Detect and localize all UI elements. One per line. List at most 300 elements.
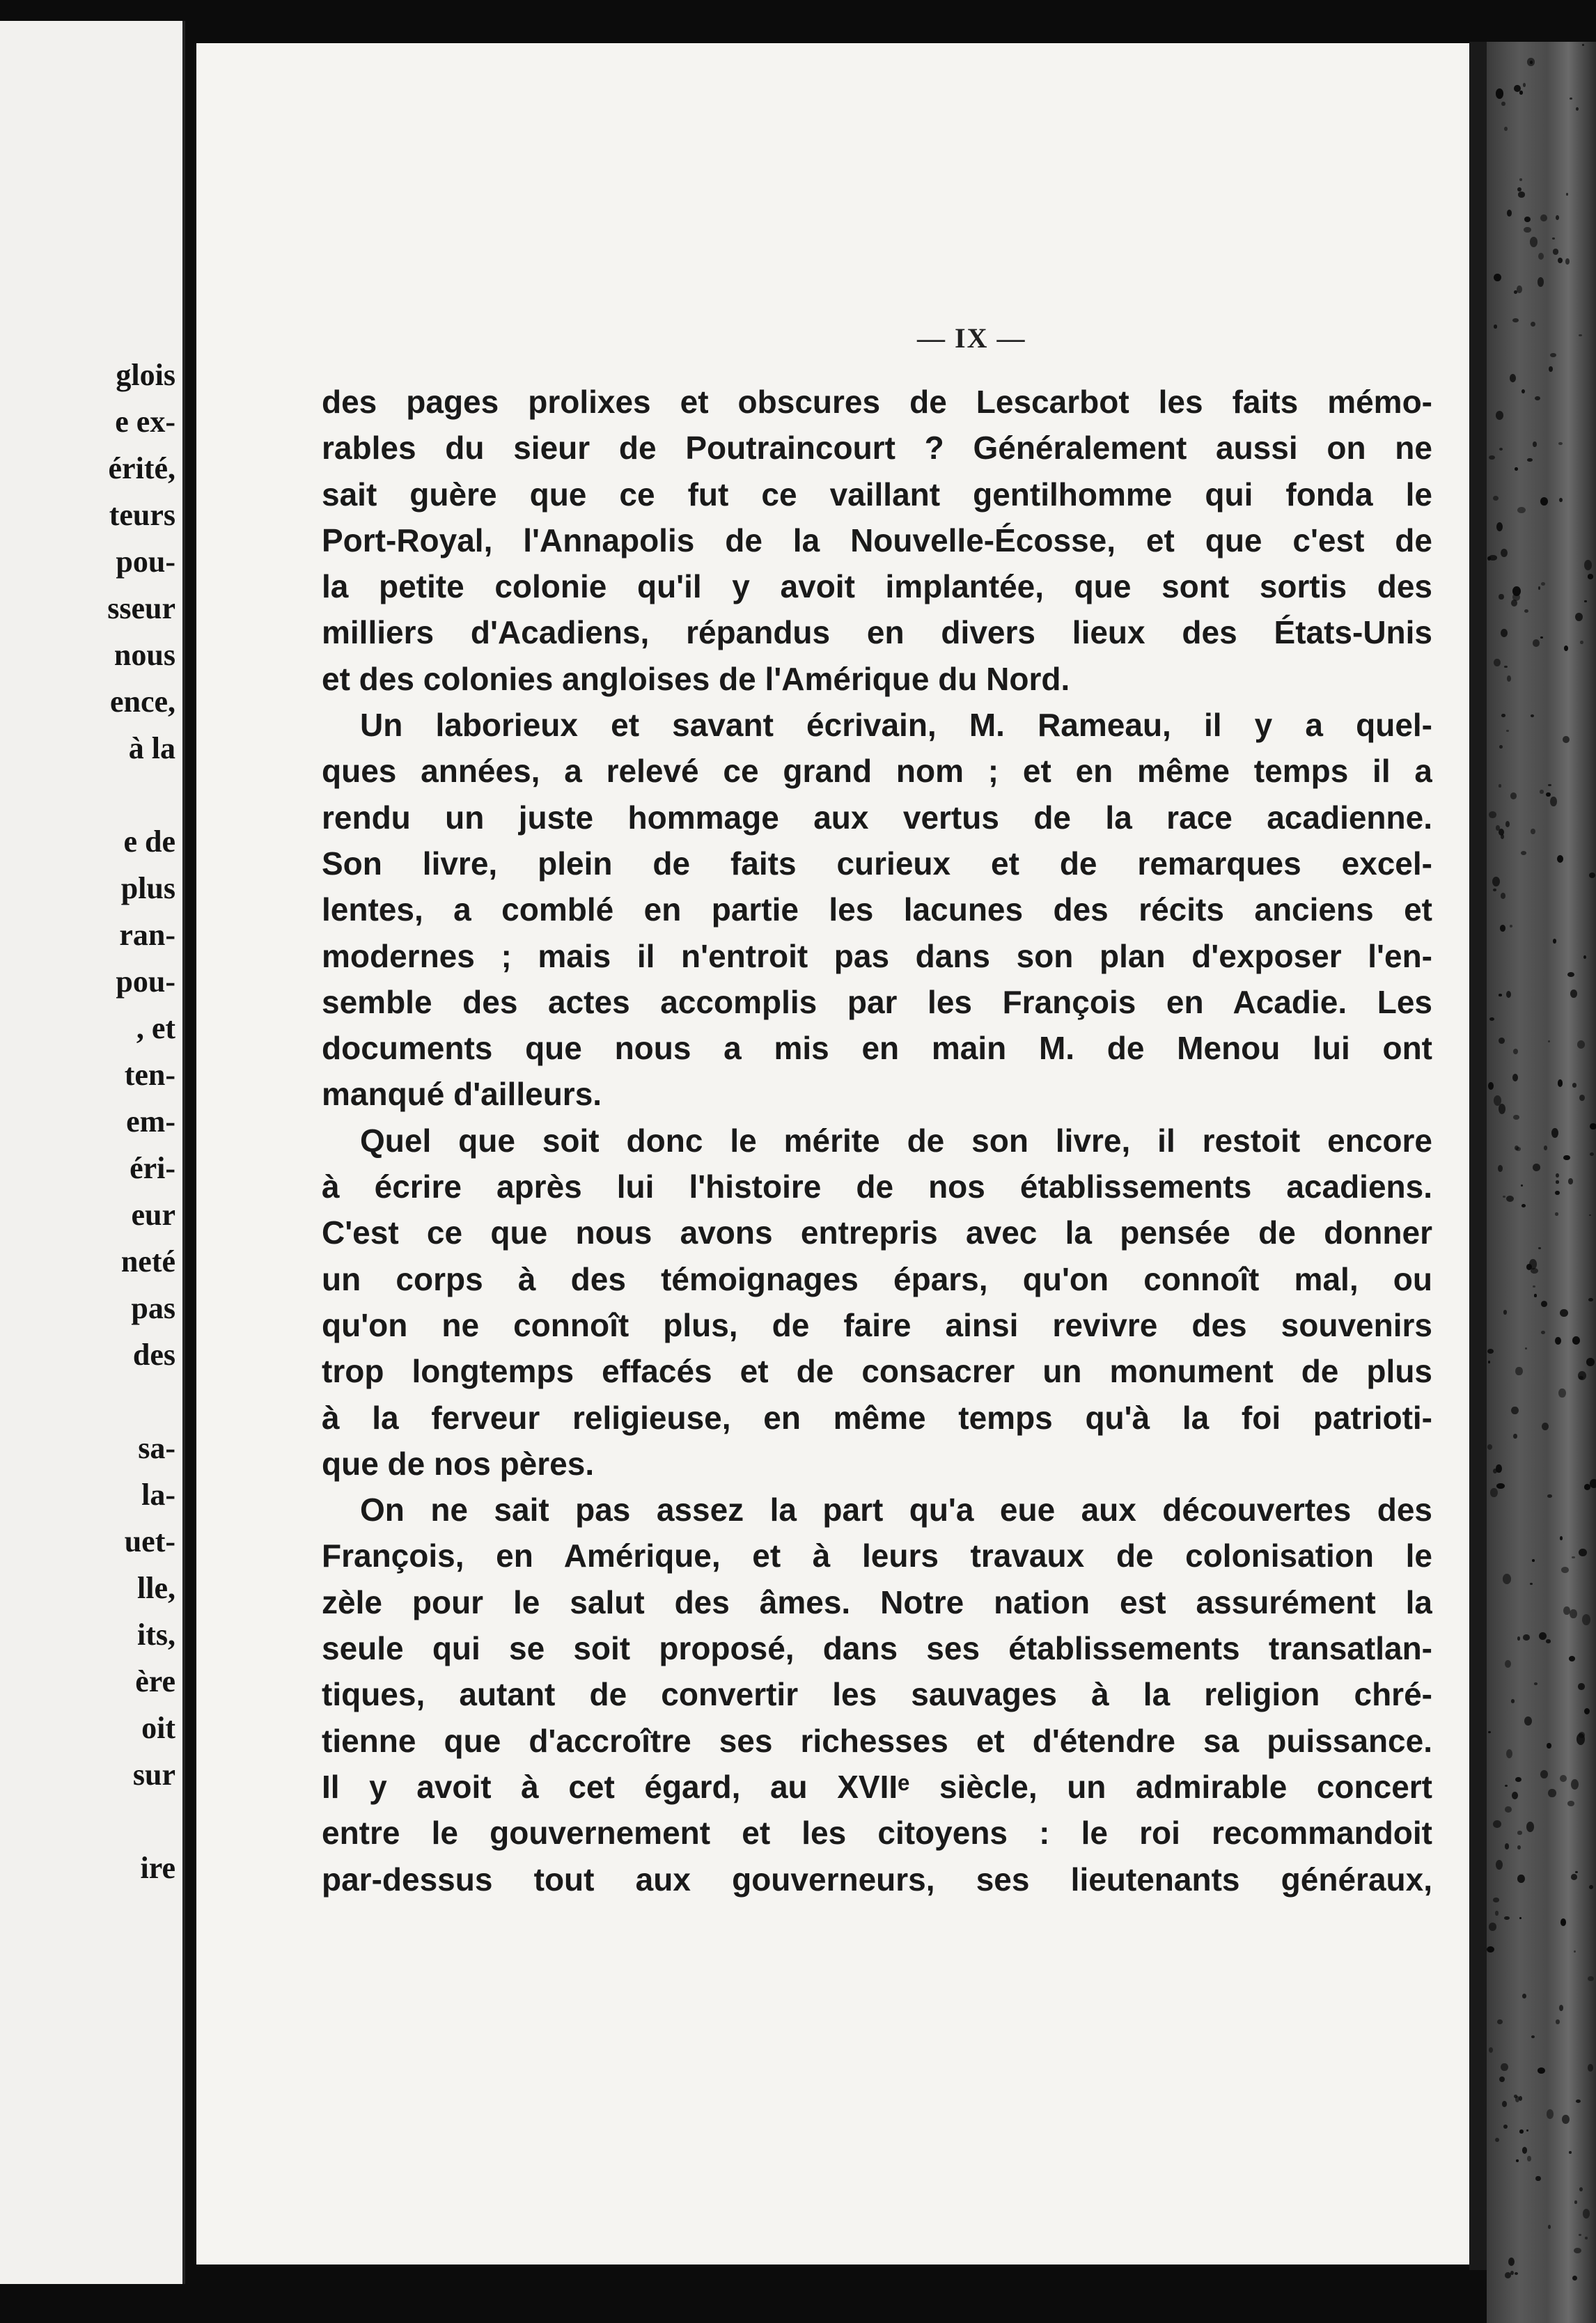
left-page-fragment [0, 21, 185, 2284]
edge-speck [1489, 811, 1496, 818]
left-page-text [107, 352, 175, 1891]
edge-speck [1540, 1770, 1548, 1779]
edge-speck [1574, 2200, 1577, 2203]
edge-speck [1498, 1165, 1503, 1172]
edge-speck [1574, 1950, 1576, 1953]
edge-speck [1493, 1820, 1501, 1828]
edge-speck [1499, 2076, 1505, 2082]
edge-speck [1548, 784, 1551, 786]
edge-speck [1531, 829, 1535, 834]
left-fragment: glois [116, 358, 175, 392]
edge-speck [1512, 586, 1521, 596]
edge-speck [1534, 1294, 1537, 1297]
edge-speck [1540, 636, 1543, 639]
edge-speck [1572, 2276, 1577, 2281]
edge-speck [1487, 1946, 1494, 1953]
edge-speck [1540, 214, 1547, 222]
edge-speck [1525, 1347, 1527, 1350]
left-fragment: plus [120, 871, 175, 905]
edge-speck [1555, 1191, 1560, 1195]
edge-speck [1575, 1871, 1578, 1873]
edge-speck [1589, 873, 1595, 878]
edge-speck [1590, 1152, 1594, 1156]
left-fragment: uet- [124, 1524, 175, 1558]
edge-speck [1553, 249, 1558, 254]
edge-speck [1512, 1074, 1518, 1081]
edge-speck [1511, 1699, 1515, 1703]
edge-speck [1555, 1212, 1558, 1216]
left-fragment: lle, [137, 1571, 175, 1605]
edge-speck [1533, 639, 1540, 647]
left-fragment: its, [137, 1618, 175, 1652]
edge-speck [1585, 2237, 1588, 2239]
edge-speck [1499, 1038, 1504, 1044]
edge-speck [1578, 1371, 1586, 1380]
left-fragment: ten- [124, 1058, 175, 1092]
edge-speck [1538, 2067, 1546, 2074]
edge-speck [1583, 2209, 1590, 2218]
text-line: tienne que d'accroître ses richesses et d'étendre sa puissance. [322, 1722, 1432, 1759]
edge-speck [1496, 522, 1503, 531]
edge-speck [1589, 1214, 1591, 1216]
edge-speck [1501, 834, 1504, 839]
edge-speck [1489, 2047, 1493, 2053]
edge-speck [1499, 784, 1501, 787]
edge-speck [1517, 187, 1521, 191]
edge-speck [1523, 83, 1526, 87]
edge-speck [1499, 745, 1503, 749]
edge-speck [1501, 2063, 1508, 2072]
edge-speck [1538, 253, 1544, 260]
edge-speck [1496, 411, 1503, 420]
text-line: que de nos pères. [322, 1445, 595, 1482]
edge-speck [1493, 496, 1499, 501]
edge-speck [1548, 1040, 1550, 1042]
text-line: et des colonies angloises de l'Amérique du Nord. [322, 660, 1070, 697]
page-number: — IX — [917, 322, 1026, 354]
left-fragment: ère [135, 1664, 175, 1698]
edge-speck [1519, 2129, 1524, 2134]
left-fragment: des [132, 1338, 175, 1372]
edge-speck [1505, 1660, 1511, 1668]
edge-speck [1505, 1785, 1508, 1787]
edge-speck [1512, 1792, 1518, 1799]
edge-speck [1517, 286, 1522, 293]
edge-speck [1556, 1173, 1559, 1178]
edge-speck [1515, 1367, 1522, 1376]
left-fragment [107, 772, 175, 818]
edge-speck [1546, 1639, 1551, 1643]
edge-speck [1499, 448, 1503, 451]
text-line: manqué d'ailleurs. [322, 1076, 602, 1113]
edge-speck [1558, 1079, 1563, 1087]
edge-speck [1519, 91, 1523, 94]
edge-speck [1569, 1656, 1575, 1661]
text-line: sait guère que ce fut ce vaillant gentilhomme qui fonda le [322, 476, 1432, 513]
edge-speck [1519, 1917, 1521, 1919]
edge-speck [1488, 1361, 1491, 1363]
edge-speck [1503, 1196, 1505, 1198]
edge-speck [1540, 790, 1543, 793]
edge-speck [1550, 797, 1556, 806]
edge-speck [1570, 97, 1572, 100]
edge-speck [1494, 274, 1501, 281]
edge-speck [1504, 127, 1508, 132]
edge-speck [1531, 714, 1534, 717]
left-fragment: eur [131, 1198, 175, 1232]
edge-speck [1584, 560, 1593, 571]
edge-speck [1532, 1559, 1535, 1562]
edge-speck [1579, 1549, 1587, 1556]
left-fragment: ran- [119, 918, 175, 952]
edge-speck [1507, 675, 1511, 681]
edge-speck [1584, 1708, 1590, 1714]
edge-speck [1556, 215, 1560, 220]
edge-speck [1556, 2019, 1560, 2024]
body-text [322, 379, 1432, 1902]
left-fragment: teurs [109, 498, 175, 532]
edge-speck [1541, 1331, 1545, 1334]
edge-speck [1576, 107, 1579, 111]
left-fragment: pas [131, 1291, 175, 1325]
edge-speck [1510, 374, 1517, 383]
edge-speck [1504, 1916, 1509, 1920]
edge-speck [1521, 389, 1525, 393]
edge-speck [1584, 1484, 1591, 1490]
edge-speck [1519, 178, 1522, 180]
edge-speck [1501, 102, 1505, 106]
text-line: la petite colonie qu'il y avoit implantée, que sont sortis des [322, 568, 1432, 605]
edge-speck [1495, 1911, 1498, 1915]
edge-speck [1577, 1040, 1585, 1049]
left-fragment: éri- [130, 1151, 175, 1185]
edge-speck [1535, 2176, 1540, 2182]
edge-speck [1496, 1464, 1502, 1473]
edge-speck [1513, 1115, 1519, 1120]
edge-speck [1547, 1743, 1551, 1749]
edge-speck [1499, 994, 1501, 996]
text-line: rendu un juste hommage aux vertus de la race acadienne. [322, 799, 1432, 836]
edge-speck [1516, 2159, 1519, 2162]
edge-speck [1548, 1789, 1556, 1798]
edge-speck [1558, 258, 1563, 263]
text-line: entre le gouvernement et les citoyens : le roi recommandoit [322, 1815, 1432, 1852]
edge-speck [1496, 1483, 1505, 1489]
edge-speck [1521, 851, 1526, 855]
left-fragment: pou- [116, 964, 175, 999]
edge-speck [1524, 217, 1531, 222]
edge-speck [1524, 1716, 1532, 1726]
edge-speck [1489, 1017, 1494, 1021]
edge-speck [1563, 1155, 1570, 1160]
edge-speck [1555, 1337, 1561, 1345]
edge-speck [1502, 2101, 1508, 2107]
edge-speck [1564, 646, 1569, 651]
edge-speck [1560, 1918, 1566, 1926]
text-line: semble des actes accomplis par les François en Acadie. Les [322, 983, 1432, 1020]
edge-speck [1550, 353, 1556, 357]
edge-speck [1517, 1875, 1524, 1883]
text-line: zèle pour le salut des âmes. Notre nation est assurément la [322, 1583, 1432, 1620]
edge-speck [1527, 2156, 1531, 2162]
edge-speck [1570, 990, 1578, 998]
edge-speck [1580, 641, 1583, 645]
edge-speck [1529, 1259, 1537, 1269]
edge-speck [1495, 2138, 1499, 2142]
left-fragment: la- [141, 1478, 175, 1512]
edge-speck [1531, 2035, 1535, 2038]
edge-speck [1538, 1247, 1541, 1249]
text-line: Un laborieux et savant écrivain, M. Rameau, il y a quel- [360, 707, 1432, 744]
edge-speck [1576, 2099, 1581, 2103]
edge-speck [1541, 1301, 1547, 1307]
page-gutter [1469, 42, 1487, 2270]
edge-speck [1560, 1775, 1567, 1783]
edge-speck [1505, 1806, 1512, 1813]
edge-speck [1570, 1609, 1577, 1618]
left-fragment: sa- [138, 1431, 175, 1465]
edge-speck [1506, 991, 1511, 998]
edge-speck [1505, 821, 1510, 827]
edge-speck [1515, 1777, 1522, 1783]
left-fragment: oit [141, 1711, 175, 1745]
text-line: lentes, a comblé en partie les lacunes des récits anciens et [322, 891, 1432, 928]
edge-speck [1574, 2248, 1581, 2253]
edge-speck [1538, 586, 1540, 589]
edge-speck [1514, 85, 1520, 92]
edge-speck [1513, 1049, 1518, 1054]
edge-speck [1546, 792, 1550, 797]
edge-speck [1527, 458, 1533, 462]
edge-speck [1526, 1822, 1534, 1832]
text-line: François, en Amérique, et à leurs travaux de colonisation le [322, 1538, 1432, 1574]
edge-speck [1549, 366, 1553, 372]
edge-speck [1510, 925, 1512, 928]
edge-speck [1582, 44, 1584, 46]
left-fragment: sseur [107, 591, 175, 625]
edge-speck [1501, 629, 1508, 637]
edge-speck [1559, 2005, 1563, 2011]
edge-speck [1567, 1801, 1574, 1806]
text-line: Quel que soit donc le mérite de son livre, il restoit encore [360, 1122, 1432, 1159]
edge-speck [1523, 1634, 1530, 1641]
edge-speck [1501, 893, 1506, 899]
edge-speck [1524, 227, 1531, 233]
edge-speck [1572, 1336, 1580, 1345]
edge-speck [1489, 1923, 1496, 1930]
edge-speck [1522, 2147, 1527, 2153]
edge-speck [1568, 1178, 1573, 1184]
text-line: On ne sait pas assez la part qu'a eue aux découvertes des [360, 1492, 1432, 1528]
edge-speck [1533, 1285, 1535, 1288]
text-line: Port-Royal, l'Annapolis de la Nouvelle-Écosse, et que c'est de [322, 522, 1432, 558]
edge-speck [1579, 2187, 1583, 2191]
edge-speck [1588, 2064, 1593, 2072]
edge-speck [1510, 792, 1517, 799]
edge-speck [1505, 1843, 1509, 1849]
text-line: Il y avoit à cet égard, au XVIIᵉ siècle, un admirable concert [322, 1768, 1432, 1805]
left-fragment: nous [114, 638, 175, 672]
edge-speck [1493, 1898, 1499, 1902]
edge-speck [1582, 1614, 1590, 1625]
edge-speck [1517, 1845, 1521, 1849]
edge-speck [1586, 1358, 1595, 1366]
edge-speck [1497, 2019, 1503, 2024]
edge-speck [1542, 1423, 1549, 1430]
edge-speck [1526, 2129, 1529, 2132]
edge-speck [1496, 825, 1500, 830]
edge-speck [1496, 88, 1503, 98]
edge-speck [1511, 1407, 1519, 1415]
edge-speck [1588, 1298, 1593, 1301]
edge-speck [1589, 1885, 1593, 1889]
edge-speck [1541, 582, 1545, 586]
edge-speck [1559, 498, 1563, 503]
edge-speck [1588, 574, 1594, 579]
left-fragment: neté [120, 1244, 175, 1278]
edge-speck [1567, 972, 1574, 977]
text-line: Son livre, plein de faits curieux et de remarques excel- [322, 845, 1432, 882]
edge-speck [1590, 1123, 1596, 1129]
edge-speck [1579, 1095, 1585, 1101]
edge-speck [1504, 666, 1507, 668]
edge-speck [1539, 1632, 1547, 1640]
edge-speck [1548, 2225, 1551, 2228]
edge-speck [1503, 2125, 1508, 2129]
text-line: tiques, autant de convertir les sauvages à la religion chré- [322, 1676, 1432, 1713]
edge-speck [1489, 455, 1495, 460]
edge-speck [1584, 600, 1586, 602]
left-fragment [107, 1798, 175, 1845]
text-line: documents que nous a mis en main M. de Menou lui ont [322, 1030, 1432, 1067]
edge-speck [1507, 210, 1512, 217]
edge-speck [1521, 1184, 1523, 1187]
edge-speck [1515, 2272, 1518, 2275]
edge-speck [1530, 1583, 1533, 1585]
edge-speck [1499, 594, 1503, 600]
edge-speck [1551, 1128, 1558, 1139]
edge-speck [1579, 334, 1582, 336]
left-fragment: érité, [108, 451, 175, 485]
edge-speck [1488, 1731, 1491, 1733]
edge-speck [1511, 600, 1517, 607]
text-line: à la ferveur religieuse, en même temps qu'à la foi patrioti- [322, 1399, 1432, 1436]
left-fragment: e de [123, 824, 175, 859]
edge-speck [1494, 659, 1500, 666]
edge-speck [1533, 1164, 1541, 1171]
edge-speck [1522, 1994, 1526, 1999]
edge-speck [1512, 318, 1519, 323]
text-line: à écrire après lui l'histoire de nos établissements acadiens. [322, 1168, 1432, 1205]
book-page [196, 43, 1469, 2265]
edge-speck [1547, 2109, 1554, 2119]
text-line: qu'on ne connoît plus, de faire ainsi revivre des souvenirs [322, 1306, 1432, 1343]
edge-speck [1531, 322, 1535, 327]
edge-speck [1566, 193, 1569, 196]
edge-speck [1506, 730, 1509, 732]
edge-speck [1552, 237, 1555, 240]
edge-speck [1496, 1860, 1503, 1870]
edge-speck [1572, 1083, 1577, 1087]
edge-speck [1506, 1196, 1514, 1202]
edge-speck [1487, 1349, 1494, 1354]
edge-speck [1560, 1536, 1563, 1540]
text-line: un corps à des témoignages épars, qu'on connoît mal, ou [322, 1260, 1432, 1297]
edge-speck [1521, 1204, 1526, 1207]
text-line: milliers d'Acadiens, répandus en divers lieux des États-Unis [322, 614, 1432, 651]
edge-speck [1501, 714, 1505, 717]
text-line: des pages prolixes et obscures de Lescarbot les faits mémo- [322, 384, 1432, 420]
edge-speck [1517, 1831, 1521, 1834]
edge-speck [1556, 1180, 1558, 1183]
edge-speck [1500, 925, 1505, 931]
edge-speck [1487, 1444, 1492, 1450]
edge-speck [1508, 2258, 1515, 2266]
edge-speck [1493, 889, 1497, 891]
edge-speck [1553, 939, 1556, 944]
edge-speck [1538, 277, 1544, 287]
edge-speck [1510, 2271, 1514, 2275]
edge-speck [1571, 1874, 1577, 1879]
left-fragment: sur [132, 1758, 175, 1792]
edge-speck [1515, 467, 1517, 471]
edge-speck [1494, 324, 1497, 329]
edge-speck [1590, 1479, 1596, 1488]
edge-speck [1530, 237, 1538, 247]
edge-speck [1575, 613, 1583, 622]
edge-speck [1578, 1683, 1584, 1690]
text-line: C'est ce que nous avons entrepris avec la pensée de donner [322, 1214, 1432, 1251]
edge-speck [1557, 855, 1563, 863]
edge-speck [1563, 1606, 1570, 1615]
text-line: ques années, a relevé ce grand nom ; et en même temps il a [322, 753, 1432, 790]
left-fragment: ire [140, 1851, 175, 1885]
edge-speck [1514, 290, 1517, 295]
text-line: par-dessus tout aux gouverneurs, ses lieutenants généraux, [322, 1861, 1432, 1898]
edge-speck [1534, 1682, 1538, 1685]
left-fragment: em- [126, 1104, 175, 1139]
edge-speck [1579, 1732, 1585, 1738]
edge-speck [1562, 2115, 1570, 2125]
edge-speck [1517, 507, 1525, 513]
edge-speck [1501, 549, 1508, 557]
text-line: modernes ; mais il n'entroit pas dans son plan d'exposer l'en- [322, 937, 1432, 974]
right-page-edge [1487, 42, 1596, 2323]
edge-speck [1535, 396, 1540, 400]
edge-speck [1488, 1082, 1494, 1090]
edge-speck [1560, 1309, 1568, 1317]
edge-speck [1540, 497, 1548, 506]
edge-speck [1565, 258, 1570, 264]
edge-speck [1579, 2234, 1581, 2236]
edge-speck [1583, 955, 1586, 959]
edge-speck [1503, 1310, 1507, 1314]
edge-speck [1513, 1434, 1517, 1439]
left-fragment: à la [128, 731, 175, 765]
edge-speck [1503, 1574, 1511, 1584]
left-fragment: pou- [116, 545, 175, 579]
left-fragment: ence, [109, 685, 175, 719]
left-fragment: e ex- [115, 405, 175, 439]
text-line: seule qui se soit proposé, dans ses établissements transatlan- [322, 1630, 1432, 1667]
edge-speck [1518, 191, 1525, 197]
edge-speck [1569, 2151, 1572, 2154]
left-fragment: , et [136, 1011, 175, 1045]
left-fragment [107, 1378, 175, 1425]
edge-speck [1588, 1976, 1594, 1981]
edge-speck [1517, 1636, 1521, 1641]
edge-speck [1544, 1145, 1548, 1150]
